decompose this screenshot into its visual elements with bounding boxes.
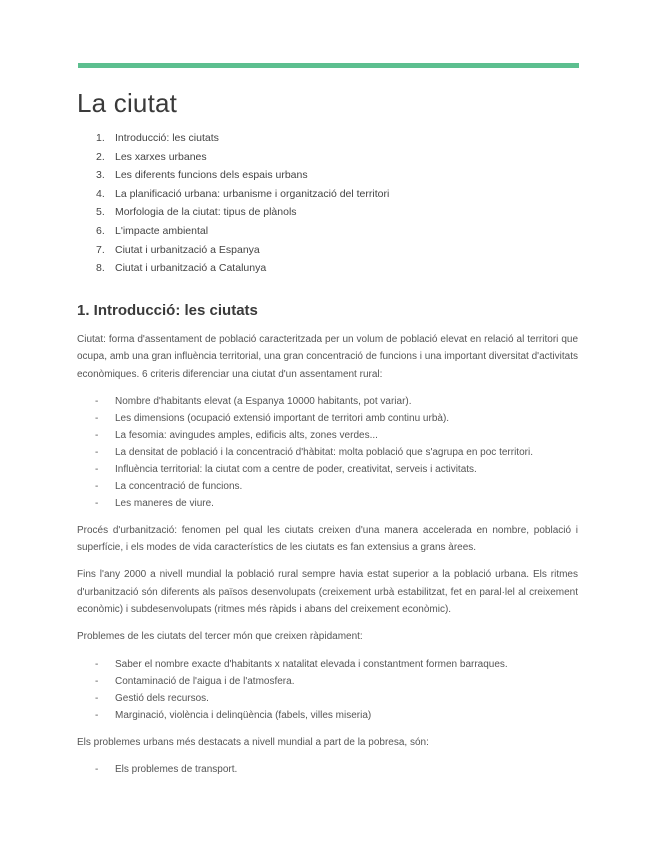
paragraph-urbanization-process: Procés d'urbanització: fenomen pel qual les ciutats creixen d'una manera accelerada en nombre, població i superfície, i els modes de vida característics de les ciutats es fan extensius a grans àrees. [77,524,578,554]
list-item-text: La fesomia: avingudes amples, edificis alts, zones verdes... [115,429,378,441]
paragraph-city-definition: Ciutat: forma d'assentament de població caracteritzada per un volum de població elevat en relació al territori que ocupa, amb una gran influència territorial, una gran concentració de funcions i una important diversitat d'activitats econòmiques. 6 criteris diferenciar una ciutat d'un assentament rural: [77,334,578,380]
list-item [77,444,578,461]
list-item-text: La densitat de població i la concentració d'hàbitat: molta població que s'agrupa en poc territori. [115,446,533,458]
toc-text: Ciutat i urbanització a Espanya [115,243,260,256]
list-item-text: Gestió dels recursos. [115,692,209,704]
list-item [77,461,578,478]
list-item-text: Les maneres de viure. [115,497,214,509]
toc-text: La planificació urbana: urbanisme i organització del territori [115,187,390,200]
problems-list [77,656,578,724]
global-problems-list [77,761,578,778]
toc-item [96,222,389,241]
bullet-dash: - [95,763,99,775]
paragraph-third-world-problems: Problemes de les ciutats del tercer món que creixen ràpidament: [77,631,363,643]
toc-number: 7. [96,243,105,256]
header-accent-rule [78,63,579,68]
bullet-dash: - [95,497,99,509]
list-item [77,495,578,512]
bullet-dash: - [95,709,99,721]
list-item [77,393,578,410]
list-item-text: Els problemes de transport. [115,763,238,775]
list-item [77,427,578,444]
page-title: La ciutat [77,88,178,118]
list-item [77,690,578,707]
table-of-contents [96,129,389,278]
paragraph-urbanization-rhythms: Fins l'any 2000 a nivell mundial la població rural sempre havia estat superior a la població urbana. Els ritmes d'urbanització són diferents als països desenvolupats (creixement urbà estabilitzat, fet en paral·lel al creixement econòmic) i subdesenvolupats (ritmes més ràpids i abans del creixement econòmic). [77,569,578,616]
list-item-text: Marginació, violència i delinqüència (fabels, villes miseria) [115,709,372,721]
list-item [77,478,578,495]
toc-number: 8. [96,262,105,275]
toc-item [96,185,389,204]
list-item [77,707,578,724]
list-item [77,673,578,690]
toc-text: Morfologia de la ciutat: tipus de plànols [115,206,297,219]
list-item-text: Les dimensions (ocupació extensió important de territori amb continu urbà). [115,412,450,424]
bullet-dash: - [95,429,99,441]
bullet-dash: - [95,675,99,687]
bullet-dash: - [95,658,99,670]
toc-text: L'impacte ambiental [115,224,209,237]
toc-item [96,241,389,260]
toc-number: 3. [96,169,105,182]
list-item-text: Saber el nombre exacte d'habitants x natalitat elevada i constantment formen barraques. [115,658,508,670]
toc-text: Les diferents funcions dels espais urbans [115,169,308,182]
list-item-text: Nombre d'habitants elevat (a Espanya 10000 habitants, pot variar). [115,395,412,407]
toc-number: 1. [96,132,105,144]
toc-item [96,148,389,167]
list-item [77,410,578,427]
toc-number: 5. [96,206,105,219]
toc-item [96,129,389,148]
toc-text: Ciutat i urbanització a Catalunya [115,262,267,275]
toc-item [96,203,389,222]
list-item [77,656,578,673]
bullet-dash: - [95,463,99,475]
list-item-text: Influència territorial: la ciutat com a centre de poder, creativitat, serveis i activitats. [115,463,477,475]
list-item-text: Contaminació de l'aigua i de l'atmosfera. [115,675,295,687]
section-body [77,331,578,788]
criteria-list [77,393,578,512]
list-item-text: La concentració de funcions. [115,480,243,492]
toc-number: 2. [96,150,105,163]
bullet-dash: - [95,692,99,704]
paragraph-global-urban-problems: Els problemes urbans més destacats a nivell mundial a part de la pobresa, són: [77,736,429,748]
toc-text: Les xarxes urbanes [115,150,207,163]
bullet-dash: - [95,412,99,424]
toc-item [96,166,389,185]
toc-text: Introducció: les ciutats [115,132,219,144]
list-item [77,761,578,778]
section-heading: 1. Introducció: les ciutats [77,302,258,319]
bullet-dash: - [95,395,99,407]
bullet-dash: - [95,446,99,458]
toc-number: 4. [96,187,105,200]
toc-number: 6. [96,224,105,237]
toc-item [96,259,389,278]
bullet-dash: - [95,480,99,492]
